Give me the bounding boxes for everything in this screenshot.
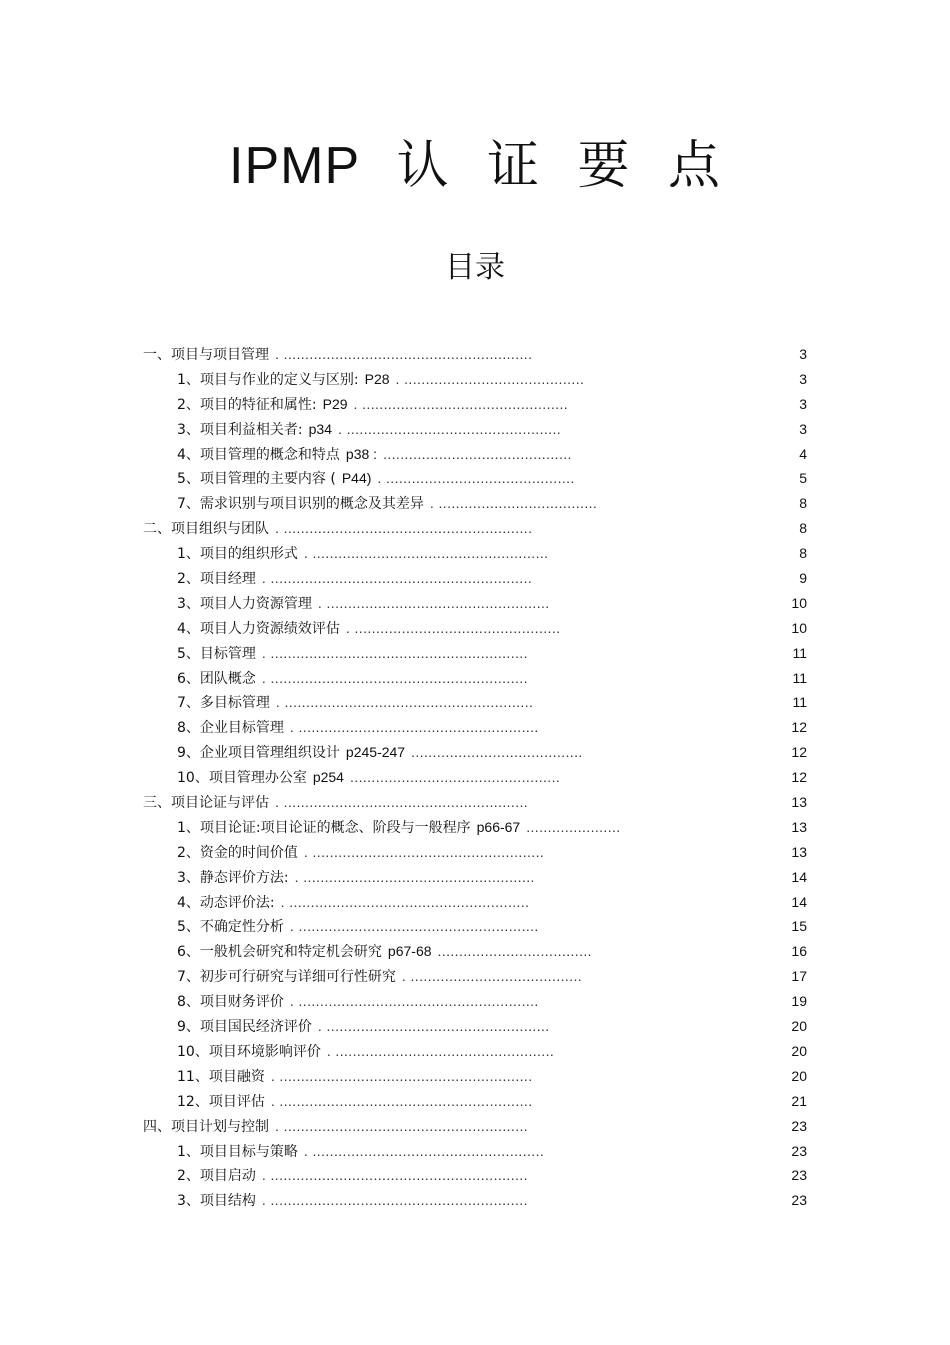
toc-entry-text: 1、项目论证:项目论证的概念、阶段与一般程序: [177, 819, 471, 836]
toc-page-number: 13: [791, 794, 807, 811]
toc-dot-leader: . ..........................................................: [275, 694, 534, 711]
toc-entry-label: [177, 989, 539, 1014]
toc-entry-label: [177, 641, 528, 666]
toc-entry-text: 3、静态评价方法:: [177, 869, 289, 886]
toc-entry-text: 2、项目的特征和属性:: [177, 396, 317, 413]
toc-entry-text: 3、项目利益相关者:: [177, 421, 303, 438]
toc-subsection-entry[interactable]: [0, 1089, 950, 1114]
toc-entry-label: [177, 466, 575, 491]
toc-entry-label: [177, 392, 568, 417]
toc-subsection-entry[interactable]: [0, 1163, 950, 1188]
toc-entry-text: 2、项目启动: [177, 1168, 256, 1185]
toc-dot-leader: ....................................: [437, 943, 592, 960]
toc-dot-leader: . ............................................: [377, 470, 575, 487]
toc-entry-text: 4、动态评价法:: [177, 894, 275, 911]
toc-entry-text: 5、目标管理: [177, 645, 256, 662]
toc-subsection-entry[interactable]: [0, 865, 950, 890]
toc-dot-leader: . ......................................................: [294, 868, 535, 885]
toc-entry-label: [177, 666, 528, 691]
toc-dot-leader: . ........................................................: [289, 719, 539, 736]
toc-subsection-entry[interactable]: [0, 1014, 950, 1039]
toc-entry-label: [177, 1139, 544, 1164]
toc-entry-text: 1、项目目标与策略: [177, 1143, 298, 1160]
toc-entry-text: 4、项目管理的概念和特点: [177, 446, 340, 463]
toc-entry-text: 9、项目国民经济评价: [177, 1019, 312, 1036]
table-of-contents: [0, 342, 950, 1213]
toc-page-number: 3: [799, 346, 807, 362]
toc-dot-leader: . ...........................................................: [270, 1092, 533, 1109]
toc-page-number: 10: [791, 594, 807, 611]
toc-dot-leader: . ............................................................: [261, 669, 528, 686]
toc-section-entry[interactable]: [0, 1114, 950, 1139]
toc-dot-leader: . ......................................................: [303, 843, 545, 860]
toc-entry-page-reference: p254: [312, 769, 344, 786]
toc-page-number: 23: [791, 1142, 807, 1159]
toc-entry-page-reference: P28: [364, 370, 390, 387]
toc-dot-leader: . ..........................................................: [275, 346, 533, 362]
toc-page-number: 14: [791, 868, 807, 885]
toc-entry-text: 6、团队概念: [177, 670, 256, 687]
toc-entry-text: 四、项目计划与控制: [143, 1118, 269, 1135]
toc-entry-page-reference: p245-247: [345, 744, 406, 761]
toc-page-number: 10: [791, 619, 807, 636]
toc-page-number: 20: [791, 1018, 807, 1035]
toc-dot-leader: . ................................................: [345, 619, 561, 636]
toc-subsection-entry[interactable]: [0, 964, 950, 989]
toc-page-number: 12: [791, 719, 807, 736]
toc-page-number: 16: [791, 943, 807, 960]
toc-entry-text: 12、项目评估: [177, 1093, 265, 1110]
toc-page-number: 23: [791, 1167, 807, 1184]
toc-entry-label: [143, 790, 528, 815]
toc-subsection-entry[interactable]: [0, 815, 950, 840]
toc-dot-leader: . .......................................................: [303, 545, 549, 562]
toc-page-number: 19: [791, 993, 807, 1010]
toc-subsection-entry[interactable]: [0, 765, 950, 790]
toc-page-number: 17: [791, 968, 807, 985]
toc-entry-label: [143, 516, 532, 541]
toc-subsection-entry[interactable]: [0, 641, 950, 666]
toc-entry-label: [177, 1188, 528, 1213]
toc-page-number: 9: [799, 570, 807, 587]
toc-entry-label: [177, 541, 548, 566]
toc-dot-leader: . ........................................: [401, 968, 583, 985]
toc-dot-leader: ........................................: [411, 744, 583, 761]
toc-subsection-entry[interactable]: [0, 1039, 950, 1064]
toc-entry-page-reference: P29: [322, 395, 348, 412]
toc-dot-leader: . ..........................................................: [275, 520, 533, 537]
toc-entry-label: [143, 1114, 528, 1139]
toc-page-number: 12: [791, 769, 807, 786]
toc-section-entry[interactable]: [0, 516, 950, 541]
toc-dot-leader: .................................................: [349, 769, 561, 786]
toc-subsection-entry[interactable]: [0, 1064, 950, 1089]
toc-entry-text: 2、项目经理: [177, 571, 256, 588]
toc-entry-text: 9、企业项目管理组织设计: [177, 745, 340, 762]
toc-dot-leader: . ....................................................: [317, 1018, 550, 1035]
toc-entry-text: 1、项目的组织形式: [177, 546, 298, 563]
toc-entry-label: [177, 690, 533, 715]
toc-dot-leader: . ............................................................: [261, 1192, 528, 1209]
toc-dot-leader: . ...................................................: [326, 1042, 555, 1059]
toc-subsection-entry[interactable]: [0, 466, 950, 491]
toc-dot-leader: . ............................................................: [261, 1167, 528, 1184]
toc-subsection-entry[interactable]: [0, 715, 950, 740]
toc-page-number: 15: [791, 918, 807, 935]
toc-entry-label: [177, 964, 582, 989]
toc-subsection-entry[interactable]: [0, 690, 950, 715]
toc-section-entry[interactable]: [0, 790, 950, 815]
toc-page-number: 11: [792, 644, 807, 661]
toc-page-number: 20: [791, 1042, 807, 1059]
toc-dot-leader: . ........................................................: [289, 993, 539, 1010]
toc-entry-text: 一、项目与项目管理: [143, 347, 269, 363]
toc-dot-leader: . ...........................................................: [270, 1067, 533, 1084]
toc-entry-page-reference: p67-68: [387, 943, 432, 960]
toc-entry-label: [177, 890, 529, 915]
toc-dot-leader: . ....................................................: [317, 594, 550, 611]
toc-entry-label: [177, 1014, 550, 1039]
toc-entry-label: [177, 914, 539, 939]
toc-subsection-entry[interactable]: [0, 491, 950, 516]
toc-entry-text: 5、项目管理的主要内容 (: [177, 471, 336, 488]
toc-entry-label: [177, 367, 584, 392]
toc-page-number: 3: [799, 420, 807, 437]
document-title: IPMP 认 证 要 点: [229, 137, 721, 195]
toc-entry-label: [177, 1039, 554, 1064]
toc-page-number: 3: [799, 395, 807, 412]
toc-dot-leader: . .............................................................: [261, 570, 533, 587]
toc-subsection-entry[interactable]: [0, 541, 950, 566]
toc-dot-leader: . ..................................................: [337, 420, 562, 437]
toc-subsection-entry[interactable]: [0, 666, 950, 691]
toc-entry-text: 二、项目组织与团队: [143, 521, 269, 538]
toc-entry-label: [177, 939, 592, 964]
toc-entry-page-reference: p66-67: [476, 818, 521, 835]
toc-page-number: 23: [791, 1117, 807, 1134]
toc-page-number: 12: [791, 744, 807, 761]
toc-entry-text: 11、项目融资: [177, 1068, 265, 1085]
toc-dot-leader: . .........................................................: [275, 794, 529, 811]
toc-entry-text: 10、项目环境影响评价: [177, 1043, 321, 1060]
toc-entry-label: [177, 715, 539, 740]
toc-entry-page-reference: p34: [308, 420, 332, 437]
toc-dot-leader: . ................................................: [353, 395, 569, 412]
toc-entry-label: [177, 1064, 533, 1089]
toc-dot-leader: . ..........................................: [395, 370, 585, 387]
toc-subsection-entry[interactable]: [0, 1188, 950, 1213]
toc-entry-text: 7、初步可行研究与详细可行性研究: [177, 969, 396, 986]
toc-entry-page-reference: P44): [341, 470, 372, 487]
toc-entry-label: [177, 491, 597, 516]
toc-page-number: 8: [799, 495, 807, 512]
toc-entry-text: 3、项目结构: [177, 1193, 256, 1210]
toc-page-number: 11: [792, 669, 807, 686]
toc-subsection-entry[interactable]: [0, 392, 950, 417]
toc-entry-page-reference: p38 :: [345, 445, 378, 462]
toc-page-number: 21: [791, 1092, 807, 1109]
toc-entry-label: [177, 417, 561, 442]
toc-subsection-entry[interactable]: [0, 914, 950, 939]
toc-subsection-entry[interactable]: [0, 989, 950, 1014]
toc-subsection-entry[interactable]: [0, 442, 950, 467]
toc-subsection-entry[interactable]: [0, 591, 950, 616]
toc-entry-label: [177, 815, 621, 840]
toc-dot-leader: . ......................................................: [303, 1142, 545, 1159]
toc-page-number: 3: [799, 370, 807, 387]
toc-dot-leader: . ............................................................: [261, 644, 528, 661]
toc-entry-label: [177, 840, 544, 865]
toc-subsection-entry[interactable]: [0, 840, 950, 865]
toc-subsection-entry[interactable]: [0, 1139, 950, 1164]
toc-entry-text: 7、多目标管理: [177, 695, 270, 712]
toc-entry-text: 三、项目论证与评估: [143, 795, 269, 812]
toc-entry-label: [177, 1089, 533, 1114]
toc-page-number: 8: [799, 545, 807, 562]
toc-entry-text: 3、项目人力资源管理: [177, 595, 312, 612]
toc-section-entry[interactable]: [0, 342, 950, 367]
toc-subsection-entry[interactable]: [0, 566, 950, 591]
toc-entry-label: [177, 616, 560, 641]
toc-subsection-entry[interactable]: [0, 939, 950, 964]
toc-dot-leader: ......................: [526, 818, 621, 835]
toc-entry-label: [177, 765, 560, 790]
toc-page-number: 4: [799, 445, 807, 462]
toc-entry-text: 5、不确定性分析: [177, 919, 284, 936]
toc-dot-leader: . .....................................: [429, 495, 598, 512]
toc-page-number: 11: [792, 694, 807, 711]
toc-entry-label: [177, 865, 535, 890]
toc-entry-label: [177, 566, 532, 591]
toc-entry-text: 8、企业目标管理: [177, 720, 284, 737]
toc-subsection-entry[interactable]: [0, 890, 950, 915]
toc-dot-leader: . ........................................................: [289, 918, 539, 935]
toc-entry-label: [143, 342, 532, 367]
toc-page-number: 5: [799, 470, 807, 487]
toc-entry-label: [177, 740, 583, 765]
toc-entry-text: 7、需求识别与项目识别的概念及其差异: [177, 496, 424, 513]
toc-dot-leader: . .........................................................: [275, 1117, 529, 1134]
toc-entry-text: 10、项目管理办公室: [177, 770, 307, 787]
toc-entry-label: [177, 591, 550, 616]
toc-entry-text: 1、项目与作业的定义与区别:: [177, 371, 359, 388]
toc-entry-label: [177, 442, 572, 467]
toc-entry-text: 2、资金的时间价值: [177, 844, 298, 861]
toc-page-number: 14: [791, 893, 807, 910]
toc-entry-label: [177, 1163, 528, 1188]
toc-subsection-entry[interactable]: [0, 740, 950, 765]
toc-entry-text: 8、项目财务评价: [177, 994, 284, 1011]
toc-entry-text: 4、项目人力资源绩效评估: [177, 620, 340, 637]
toc-page-number: 20: [791, 1067, 807, 1084]
toc-page-number: 8: [799, 520, 807, 537]
toc-page-number: 13: [791, 843, 807, 860]
toc-entry-text: 6、一般机会研究和特定机会研究: [177, 944, 382, 961]
toc-subsection-entry[interactable]: [0, 616, 950, 641]
toc-page-number: 23: [791, 1192, 807, 1209]
toc-subsection-entry[interactable]: [0, 367, 950, 392]
toc-dot-leader: . ........................................................: [280, 893, 530, 910]
toc-subsection-entry[interactable]: [0, 417, 950, 442]
toc-page-number: 13: [791, 818, 807, 835]
toc-heading: 目录: [445, 250, 505, 285]
toc-dot-leader: ............................................: [383, 445, 572, 462]
